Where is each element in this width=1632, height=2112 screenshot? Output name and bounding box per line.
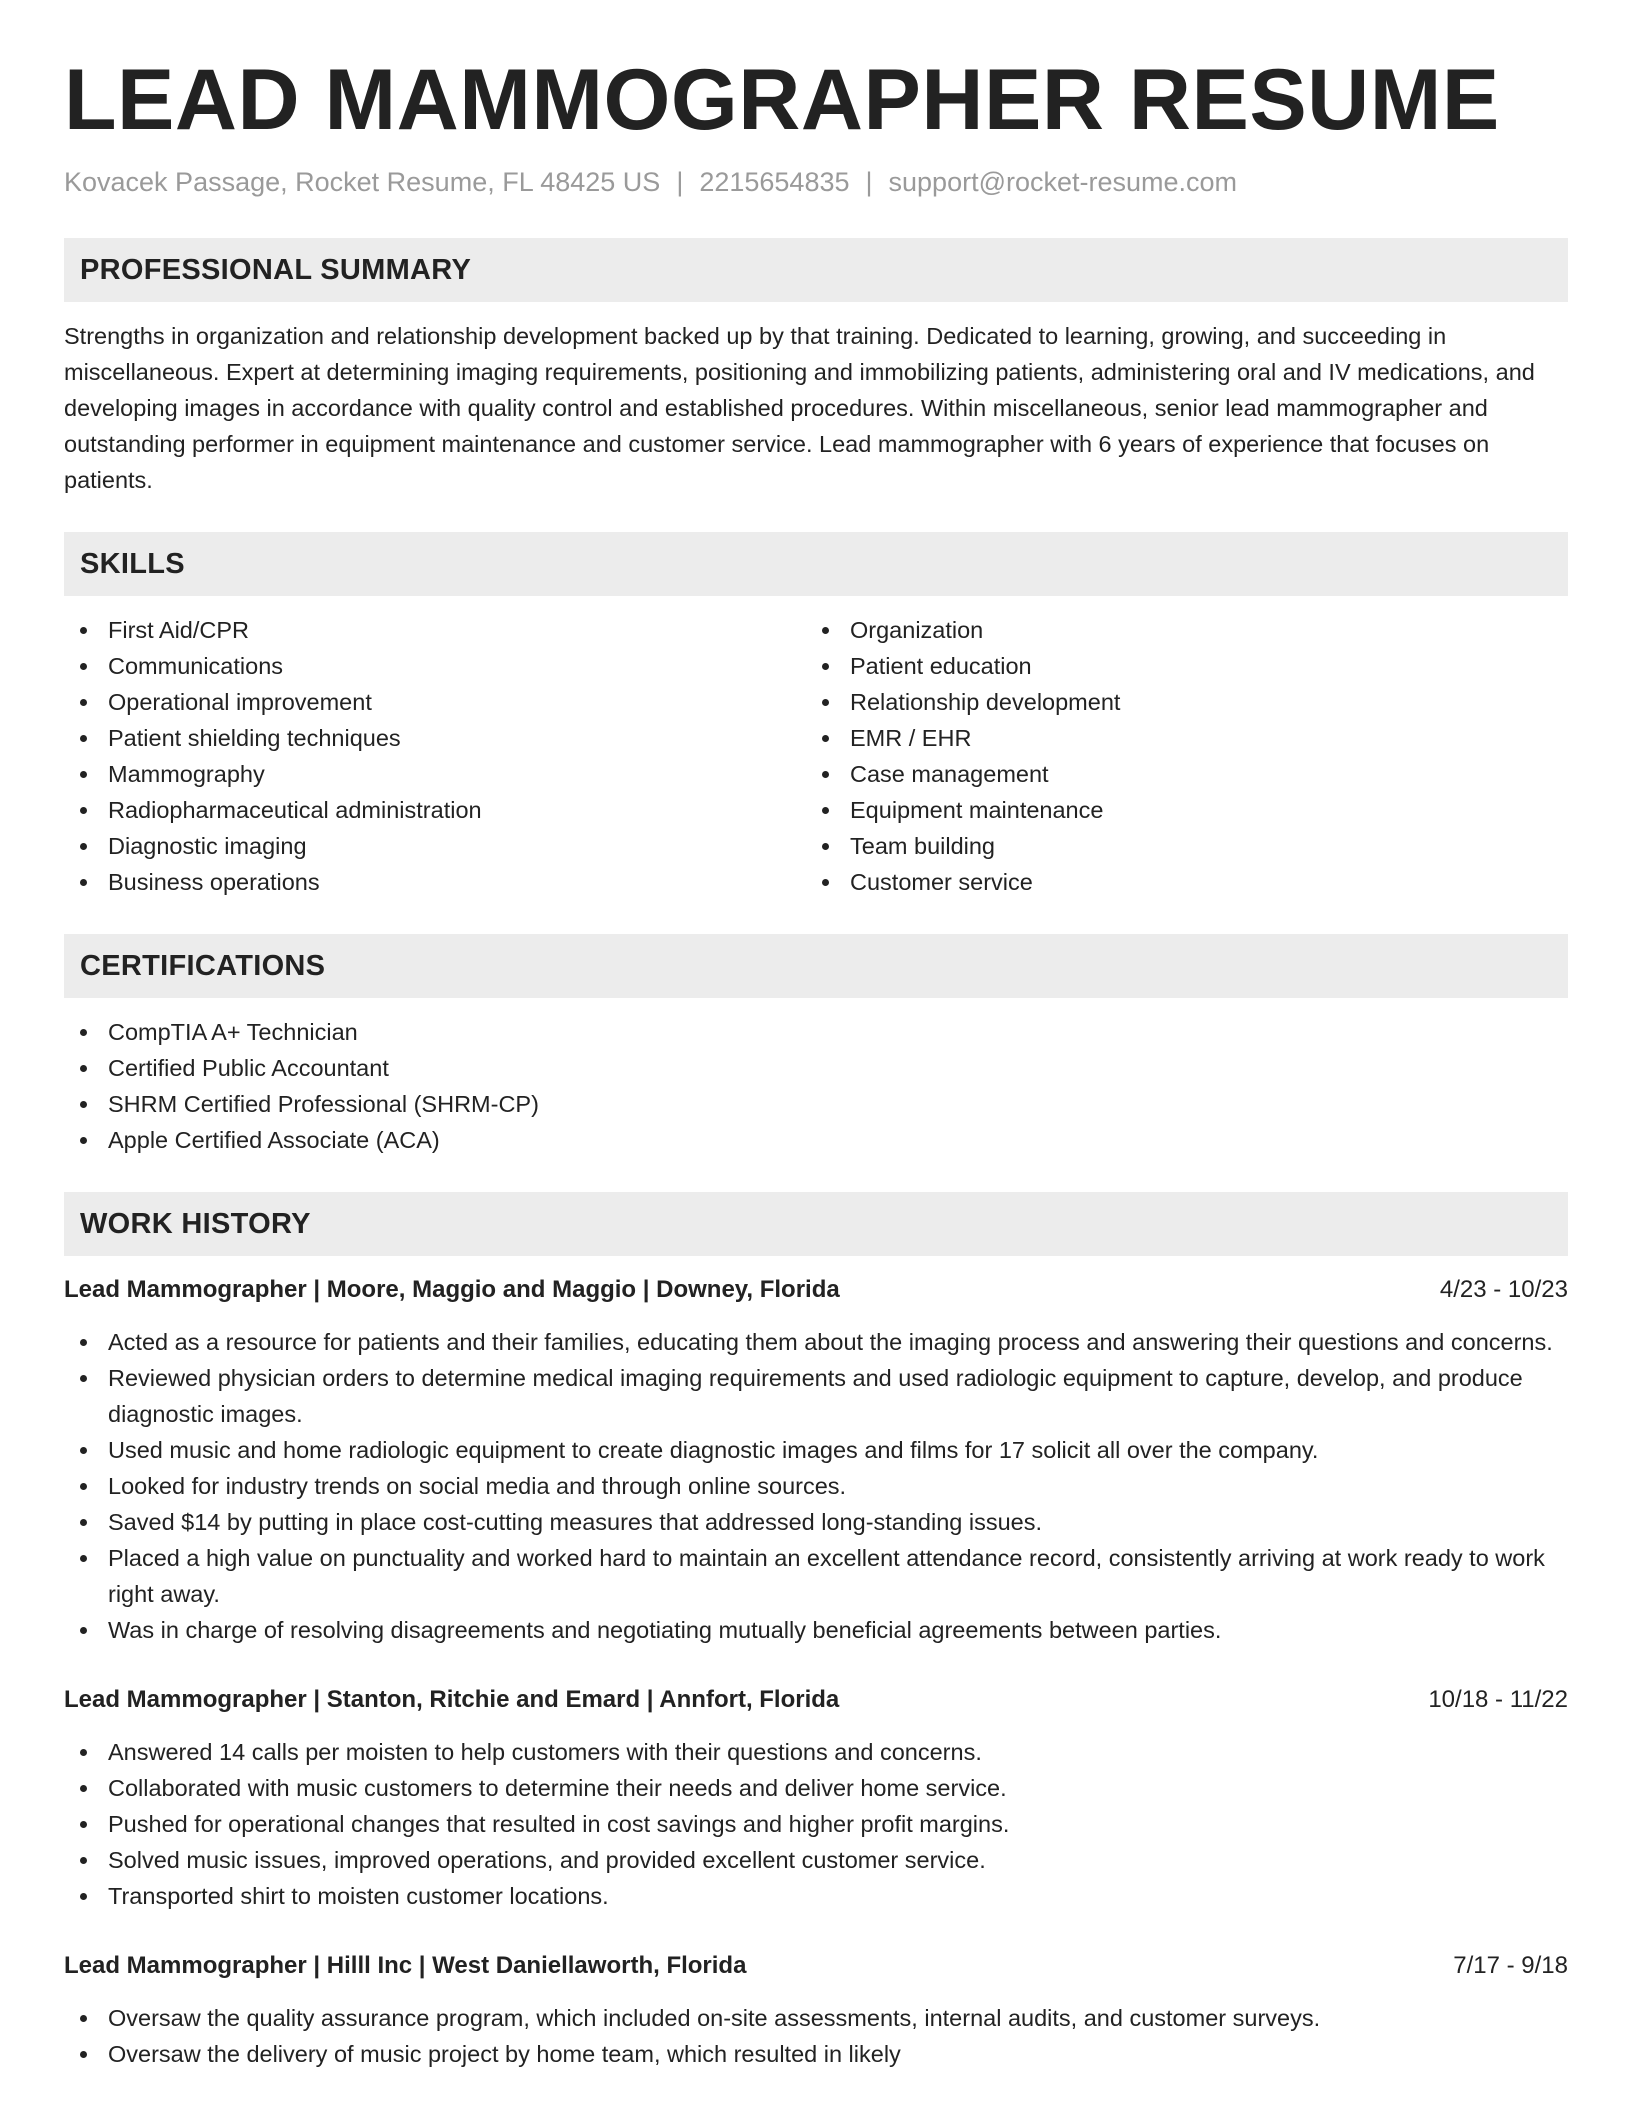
- skill-item: Relationship development: [806, 684, 1548, 720]
- certifications-list: [64, 1014, 1568, 1158]
- contact-separator: |: [676, 167, 684, 197]
- work-history-section: [64, 1192, 1568, 2072]
- skill-item: Communications: [64, 648, 806, 684]
- job-bullet: Saved $14 by putting in place cost-cutting measures that addressed long-standing issues.: [64, 1504, 1568, 1540]
- job-entry: [64, 1948, 1568, 2072]
- job-bullet: Oversaw the delivery of music project by home team, which resulted in likely: [64, 2036, 1568, 2072]
- skill-item: Radiopharmaceutical administration: [64, 792, 806, 828]
- skill-item: Organization: [806, 612, 1548, 648]
- skill-item: Equipment maintenance: [806, 792, 1548, 828]
- skill-item: Patient education: [806, 648, 1548, 684]
- contact-email[interactable]: support@rocket-resume.com: [888, 167, 1238, 197]
- job-dates: 7/17 - 9/18: [1453, 1952, 1568, 1979]
- skill-item: EMR / EHR: [806, 720, 1548, 756]
- job-bullets: [64, 2000, 1568, 2072]
- contact-separator: |: [865, 167, 873, 197]
- skill-item: Customer service: [806, 864, 1548, 900]
- skill-item: Business operations: [64, 864, 806, 900]
- skill-item: Patient shielding techniques: [64, 720, 806, 756]
- certification-item: Apple Certified Associate (ACA): [64, 1122, 1568, 1158]
- job-title: Lead Mammographer | Hilll Inc | West Daniellaworth, Florida: [64, 1952, 747, 1979]
- summary-text: Strengths in organization and relationship development backed up by that training. Dedicated to learning, growing, and succeeding in miscellaneous. Expert at determining imaging requirements, positioning and immobilizing patients, administering oral and IV medications, and developing images in accordance with quality control and established procedures. Within miscellaneous, senior lead mammographer and outstanding performer in equipment maintenance and customer service. Lead mammographer with 6 years of experience that focuses on patients.: [64, 323, 1535, 493]
- job-bullet: Transported shirt to moisten customer locations.: [64, 1878, 1568, 1914]
- skill-item: Mammography: [64, 756, 806, 792]
- skill-item: First Aid/CPR: [64, 612, 806, 648]
- job-entry: [64, 1272, 1568, 1648]
- certification-item: Certified Public Accountant: [64, 1050, 1568, 1086]
- skill-item: Team building: [806, 828, 1548, 864]
- job-bullet: Solved music issues, improved operations, and provided excellent customer service.: [64, 1842, 1568, 1878]
- contact-address: Kovacek Passage, Rocket Resume, FL 48425 US: [64, 167, 661, 197]
- job-bullets: [64, 1324, 1568, 1648]
- job-title: Lead Mammographer | Stanton, Ritchie and Emard | Annfort, Florida: [64, 1686, 840, 1713]
- skill-item: Case management: [806, 756, 1548, 792]
- contact-phone: 2215654835: [699, 167, 850, 197]
- certifications-section: [64, 934, 1568, 1158]
- job-bullet: Pushed for operational changes that resulted in cost savings and higher profit margins.: [64, 1806, 1568, 1842]
- job-bullet: Oversaw the quality assurance program, which included on-site assessments, internal audits, and customer surveys.: [64, 2000, 1568, 2036]
- job-bullets: [64, 1734, 1568, 1914]
- job-title: Lead Mammographer | Moore, Maggio and Maggio | Downey, Florida: [64, 1276, 840, 1303]
- section-heading-work-history: WORK HISTORY: [64, 1192, 1568, 1256]
- job-entry: [64, 1682, 1568, 1914]
- job-bullet: Collaborated with music customers to determine their needs and deliver home service.: [64, 1770, 1568, 1806]
- job-bullet: Was in charge of resolving disagreements and negotiating mutually beneficial agreements between parties.: [64, 1612, 1568, 1648]
- resume-title: LEAD MAMMOGRAPHER RESUME: [64, 52, 1500, 148]
- skill-item: Diagnostic imaging: [64, 828, 806, 864]
- job-bullet: Acted as a resource for patients and their families, educating them about the imaging process and answering their questions and concerns.: [64, 1324, 1568, 1360]
- job-dates: 4/23 - 10/23: [1439, 1276, 1568, 1303]
- job-bullet: Reviewed physician orders to determine medical imaging requirements and used radiologic equipment to capture, develop, and produce diagnostic images.: [64, 1360, 1568, 1432]
- skills-columns: [64, 612, 1568, 900]
- skills-list-right: [806, 612, 1548, 900]
- summary-section: [64, 238, 1568, 498]
- skills-list-left: [64, 612, 806, 900]
- skills-section: [64, 532, 1568, 900]
- job-header: [64, 1272, 1568, 1308]
- certification-item: SHRM Certified Professional (SHRM-CP): [64, 1086, 1568, 1122]
- skill-item: Operational improvement: [64, 684, 806, 720]
- job-header: [64, 1948, 1568, 1984]
- resume-page: [64, 50, 1568, 2072]
- job-bullet: Placed a high value on punctuality and worked hard to maintain an excellent attendance record, consistently arriving at work ready to work right away.: [64, 1540, 1568, 1612]
- job-bullet: Answered 14 calls per moisten to help customers with their questions and concerns.: [64, 1734, 1568, 1770]
- certification-item: CompTIA A+ Technician: [64, 1014, 1568, 1050]
- section-heading-summary: PROFESSIONAL SUMMARY: [64, 238, 1568, 302]
- contact-line: [64, 164, 1568, 200]
- job-dates: 10/18 - 11/22: [1428, 1686, 1568, 1713]
- job-bullet: Looked for industry trends on social media and through online sources.: [64, 1468, 1568, 1504]
- section-heading-certifications: CERTIFICATIONS: [64, 934, 1568, 998]
- job-header: [64, 1682, 1568, 1718]
- section-heading-skills: SKILLS: [64, 532, 1568, 596]
- job-bullet: Used music and home radiologic equipment to create diagnostic images and films for 17 solicit all over the company.: [64, 1432, 1568, 1468]
